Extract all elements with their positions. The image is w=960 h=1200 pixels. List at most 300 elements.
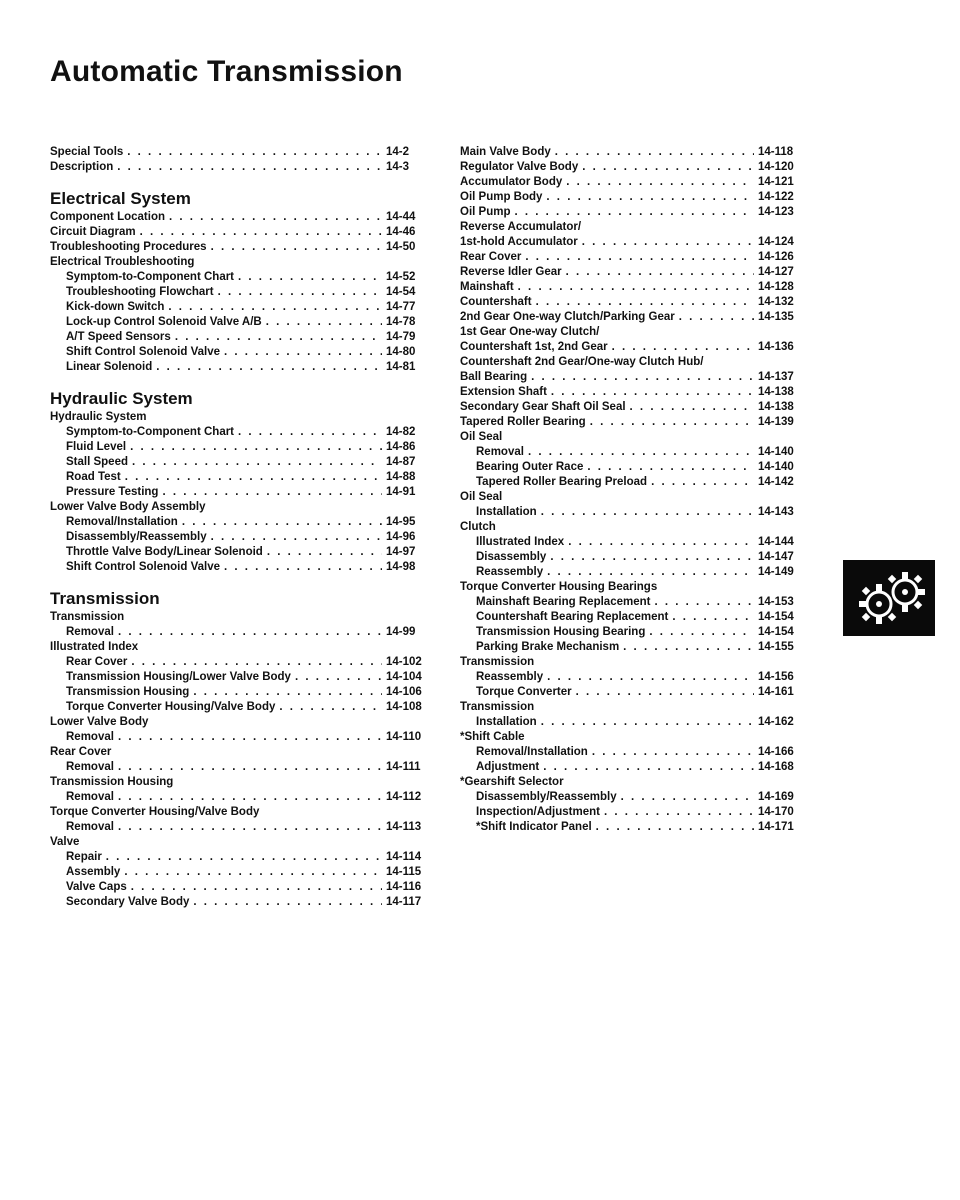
toc-right-column — [460, 145, 822, 835]
toc-entry-label: Bearing Outer Race — [476, 461, 584, 473]
toc-entry-page: 14-52 — [386, 271, 416, 283]
toc-entry-page: 14-108 — [386, 701, 422, 713]
toc-entry-page: 14-147 — [758, 551, 794, 563]
toc-entry-page: 14-77 — [386, 301, 416, 313]
toc-entry[interactable] — [460, 190, 822, 205]
toc-entry-label: Valve Caps — [66, 881, 127, 893]
toc-entry[interactable] — [50, 835, 440, 850]
toc-entry-label: Disassembly/Reassembly — [476, 791, 617, 803]
toc-entry-label: Removal — [66, 821, 114, 833]
toc-entry[interactable] — [50, 745, 440, 760]
dot-leader — [140, 225, 382, 240]
toc-entry[interactable] — [460, 595, 822, 610]
toc-entry[interactable] — [460, 235, 822, 250]
toc-entry[interactable] — [460, 385, 822, 400]
toc-entry[interactable] — [460, 355, 822, 370]
toc-entry-label: Removal/Installation — [66, 516, 178, 528]
dot-leader — [224, 560, 382, 575]
toc-entry-label: Extension Shaft — [460, 386, 547, 398]
dot-leader — [612, 340, 754, 355]
toc-entry[interactable] — [50, 345, 440, 360]
toc-entry-page: 14-112 — [386, 791, 422, 803]
dot-leader — [132, 455, 382, 470]
toc-entry-label: Illustrated Index — [50, 641, 139, 653]
toc-entry-page: 14-171 — [758, 821, 794, 833]
toc-entry-label: Hydraulic System — [50, 411, 147, 423]
toc-entry-page: 14-137 — [758, 371, 794, 383]
toc-entry-label: *Gearshift Selector — [460, 776, 564, 788]
toc-entry-label: Clutch — [460, 521, 496, 533]
toc-entry-page: 14-54 — [386, 286, 416, 298]
toc-entry-label: Symptom-to-Component Chart — [66, 426, 235, 438]
toc-entry[interactable] — [460, 295, 822, 310]
toc-entry[interactable] — [50, 225, 440, 240]
toc-entry[interactable] — [460, 610, 822, 625]
toc-entry-page: 14-99 — [386, 626, 416, 638]
toc-entry-page: 14-97 — [386, 546, 416, 558]
toc-entry-label: Repair — [66, 851, 102, 863]
toc-entry-label: Transmission Housing — [50, 776, 174, 788]
toc-entry[interactable] — [460, 145, 822, 160]
toc-entry-label: Removal — [476, 446, 524, 458]
dot-leader — [590, 415, 754, 430]
toc-entry-label: Circuit Diagram — [50, 226, 136, 238]
dot-leader — [543, 760, 754, 775]
section-heading-transmission: Transmission — [50, 589, 160, 608]
toc-entry-page: 14-154 — [758, 611, 794, 623]
toc-entry-page: 14-116 — [386, 881, 422, 893]
dot-leader — [218, 285, 382, 300]
toc-entry-label: Illustrated Index — [476, 536, 565, 548]
toc-entry-page: 14-153 — [758, 596, 794, 608]
toc-entry[interactable] — [460, 220, 822, 235]
toc-entry[interactable] — [460, 715, 822, 730]
toc-entry[interactable] — [50, 410, 440, 425]
toc-entry[interactable] — [50, 470, 440, 485]
toc-entry[interactable] — [460, 700, 822, 715]
toc-entry-label: Mainshaft Bearing Replacement — [476, 596, 651, 608]
toc-entry-label: Special Tools — [50, 146, 124, 158]
dot-leader — [651, 475, 754, 490]
toc-entry[interactable] — [460, 400, 822, 415]
toc-hydraulic-group — [50, 410, 440, 575]
dot-leader — [547, 565, 754, 580]
toc-entry-page: 14-126 — [758, 251, 794, 263]
toc-entry-label: Road Test — [66, 471, 121, 483]
toc-entry[interactable] — [460, 580, 822, 595]
toc-entry[interactable] — [460, 430, 822, 445]
dot-leader — [576, 685, 754, 700]
dot-leader — [547, 670, 754, 685]
toc-entry-label: Oil Seal — [460, 491, 503, 503]
toc-entry-label: Regulator Valve Body — [460, 161, 579, 173]
toc-entry[interactable] — [50, 285, 440, 300]
toc-entry-page: 14-135 — [758, 311, 794, 323]
toc-entry[interactable] — [50, 440, 440, 455]
toc-entry[interactable] — [460, 250, 822, 265]
dot-leader — [568, 535, 754, 550]
toc-entry-label: Transmission Housing — [66, 686, 190, 698]
page-title: Automatic Transmission — [50, 55, 403, 88]
toc-entry-label: Rear Cover — [460, 251, 522, 263]
dot-leader — [127, 145, 382, 160]
toc-entry-page: 14-82 — [386, 426, 416, 438]
toc-entry-label: Troubleshooting Procedures — [50, 241, 207, 253]
toc-entry-page: 14-140 — [758, 446, 794, 458]
toc-entry-page: 14-111 — [386, 761, 421, 773]
toc-entry[interactable] — [460, 370, 822, 385]
dot-leader — [156, 360, 382, 375]
toc-entry[interactable] — [460, 685, 822, 700]
toc-electrical-group — [50, 210, 440, 375]
toc-entry-page: 14-86 — [386, 441, 416, 453]
toc-entry-label: Fluid Level — [66, 441, 127, 453]
toc-entry-label: *Shift Indicator Panel — [476, 821, 592, 833]
toc-entry[interactable] — [460, 520, 822, 535]
toc-entry-label: Countershaft 1st, 2nd Gear — [460, 341, 608, 353]
toc-entry-label: Valve — [50, 836, 80, 848]
toc-entry-label: Removal — [66, 731, 114, 743]
toc-entry-label: Tapered Roller Bearing — [460, 416, 586, 428]
dot-leader — [541, 715, 754, 730]
toc-entry-label: Troubleshooting Flowchart — [66, 286, 214, 298]
toc-entry[interactable] — [460, 175, 822, 190]
toc-entry-label: Oil Pump — [460, 206, 511, 218]
toc-entry-label: Mainshaft — [460, 281, 514, 293]
toc-entry[interactable] — [50, 240, 440, 255]
dot-leader — [131, 880, 382, 895]
toc-entry-label: Accumulator Body — [460, 176, 563, 188]
dot-leader — [604, 805, 754, 820]
dot-leader — [106, 850, 382, 865]
dot-leader — [587, 460, 754, 475]
toc-entry-page: 14-102 — [386, 656, 422, 668]
toc-entry-page: 14-114 — [386, 851, 422, 863]
toc-entry[interactable] — [50, 895, 440, 910]
toc-entry[interactable] — [50, 255, 440, 270]
toc-entry[interactable] — [460, 280, 822, 295]
toc-entry-page: 14-127 — [758, 266, 794, 278]
toc-entry[interactable] — [50, 805, 440, 820]
toc-entry-page: 14-155 — [758, 641, 794, 653]
dot-leader — [125, 470, 382, 485]
toc-entry-page: 14-50 — [386, 241, 416, 253]
toc-entry-page: 14-95 — [386, 516, 416, 528]
dot-leader — [131, 655, 382, 670]
toc-entry-page: 14-170 — [758, 806, 794, 818]
toc-entry[interactable] — [50, 270, 440, 285]
toc-entry[interactable] — [460, 640, 822, 655]
toc-entry-label: Secondary Valve Body — [66, 896, 190, 908]
toc-entry-page: 14-168 — [758, 761, 794, 773]
toc-entry[interactable] — [50, 515, 440, 530]
toc-entry-label: Torque Converter Housing/Valve Body — [66, 701, 276, 713]
toc-entry-label: Reverse Accumulator/ — [460, 221, 582, 233]
dot-leader — [118, 730, 382, 745]
toc-entry[interactable] — [460, 805, 822, 820]
toc-entry-label: Ball Bearing — [460, 371, 528, 383]
toc-entry[interactable] — [50, 625, 440, 640]
dot-leader — [193, 895, 382, 910]
toc-entry[interactable] — [50, 775, 440, 790]
toc-entry-page: 14-110 — [386, 731, 422, 743]
dot-leader — [531, 370, 754, 385]
toc-entry[interactable] — [50, 715, 440, 730]
toc-entry[interactable] — [460, 565, 822, 580]
toc-entry-page: 14-2 — [386, 146, 410, 158]
toc-entry-page: 14-169 — [758, 791, 794, 803]
toc-entry[interactable] — [50, 330, 440, 345]
toc-entry-label: Reassembly — [476, 671, 544, 683]
dot-leader — [541, 505, 754, 520]
dot-leader — [566, 175, 754, 190]
toc-entry-label: Oil Seal — [460, 431, 503, 443]
toc-entry-label: Shift Control Solenoid Valve — [66, 561, 220, 573]
toc-entry-label: *Shift Cable — [460, 731, 525, 743]
toc-entry-label: Adjustment — [476, 761, 540, 773]
toc-entry-label: Torque Converter — [476, 686, 572, 698]
toc-entry-page: 14-124 — [758, 236, 794, 248]
toc-entry-label: Countershaft 2nd Gear/One-way Clutch Hub/ — [460, 356, 704, 368]
dot-leader — [582, 160, 754, 175]
toc-entry-label: Removal/Installation — [476, 746, 588, 758]
toc-entry[interactable] — [460, 160, 822, 175]
toc-entry-label: Assembly — [66, 866, 121, 878]
toc-entry-label: Transmission Housing/Lower Valve Body — [66, 671, 291, 683]
toc-entry[interactable] — [460, 820, 822, 835]
dot-leader — [238, 270, 382, 285]
toc-entry[interactable] — [460, 535, 822, 550]
toc-entry-page: 14-136 — [758, 341, 794, 353]
toc-entry[interactable] — [50, 455, 440, 470]
dot-leader — [518, 280, 754, 295]
toc-entry-page: 14-122 — [758, 191, 794, 203]
toc-entry-label: Countershaft Bearing Replacement — [476, 611, 669, 623]
toc-entry-page: 14-149 — [758, 566, 794, 578]
dot-leader — [592, 745, 754, 760]
toc-entry[interactable] — [460, 460, 822, 475]
toc-entry[interactable] — [460, 490, 822, 505]
toc-entry[interactable] — [50, 760, 440, 775]
toc-entry[interactable] — [50, 865, 440, 880]
toc-entry[interactable] — [460, 415, 822, 430]
toc-entry[interactable] — [460, 445, 822, 460]
toc-entry-label: Oil Pump Body — [460, 191, 543, 203]
dot-leader — [266, 315, 382, 330]
dot-leader — [279, 700, 382, 715]
toc-entry-page: 14-80 — [386, 346, 416, 358]
section-heading-hydraulic: Hydraulic System — [50, 389, 193, 408]
dot-leader — [211, 240, 382, 255]
toc-entry[interactable] — [50, 560, 440, 575]
toc-entry-label: Main Valve Body — [460, 146, 551, 158]
toc-entry[interactable] — [50, 530, 440, 545]
toc-entry[interactable] — [50, 850, 440, 865]
dot-leader — [672, 610, 754, 625]
toc-entry-page: 14-98 — [386, 561, 416, 573]
toc-entry[interactable] — [460, 475, 822, 490]
dot-leader — [654, 595, 754, 610]
toc-entry-label: Transmission — [460, 656, 535, 668]
toc-entry-page: 14-156 — [758, 671, 794, 683]
dot-leader — [118, 760, 382, 775]
dot-leader — [117, 160, 382, 175]
dot-leader — [536, 295, 754, 310]
toc-entry-page: 14-46 — [386, 226, 416, 238]
toc-left-column — [50, 145, 440, 910]
toc-entry[interactable] — [460, 325, 822, 340]
dot-leader — [295, 670, 382, 685]
dot-leader — [211, 530, 382, 545]
toc-entry-label: Throttle Valve Body/Linear Solenoid — [66, 546, 263, 558]
toc-entry[interactable] — [460, 730, 822, 745]
toc-entry[interactable] — [50, 820, 440, 835]
toc-entry[interactable] — [50, 670, 440, 685]
dot-leader — [550, 550, 754, 565]
toc-entry-page: 14-143 — [758, 506, 794, 518]
dot-leader — [168, 300, 382, 315]
toc-entry[interactable] — [460, 775, 822, 790]
toc-entry-label: Lower Valve Body — [50, 716, 149, 728]
toc-entry[interactable] — [460, 670, 822, 685]
toc-entry[interactable] — [50, 685, 440, 700]
toc-entry-label: 1st-hold Accumulator — [460, 236, 578, 248]
toc-entry-page: 14-117 — [386, 896, 422, 908]
toc-entry[interactable] — [460, 205, 822, 220]
toc-entry-label: Electrical Troubleshooting — [50, 256, 195, 268]
toc-entry[interactable] — [50, 315, 440, 330]
toc-entry-label: Installation — [476, 716, 537, 728]
toc-entry-label: Kick-down Switch — [66, 301, 165, 313]
toc-entry-label: Removal — [66, 791, 114, 803]
dot-leader — [630, 400, 754, 415]
toc-entry[interactable] — [50, 300, 440, 315]
toc-entry-label: Transmission — [50, 611, 125, 623]
gear-icon — [843, 560, 935, 636]
toc-entry-label: Torque Converter Housing Bearings — [460, 581, 658, 593]
toc-entry-label: Shift Control Solenoid Valve — [66, 346, 220, 358]
toc-entry-page: 14-140 — [758, 461, 794, 473]
toc-entry[interactable] — [50, 610, 440, 625]
dot-leader — [623, 640, 754, 655]
toc-entry[interactable] — [50, 500, 440, 515]
toc-entry-label: Countershaft — [460, 296, 532, 308]
toc-entry-label: Tapered Roller Bearing Preload — [476, 476, 648, 488]
toc-entry-page: 14-88 — [386, 471, 416, 483]
toc-entry-page: 14-121 — [758, 176, 794, 188]
toc-entry[interactable] — [460, 760, 822, 775]
toc-entry-page: 14-106 — [386, 686, 422, 698]
toc-entry-label: Reassembly — [476, 566, 544, 578]
toc-entry-page: 14-123 — [758, 206, 794, 218]
toc-entry-page: 14-138 — [758, 386, 794, 398]
toc-entry[interactable] — [460, 655, 822, 670]
toc-entry-page: 14-138 — [758, 401, 794, 413]
toc-entry[interactable] — [50, 790, 440, 805]
dot-leader — [118, 625, 382, 640]
toc-entry-page: 14-161 — [758, 686, 794, 698]
dot-leader — [118, 820, 382, 835]
toc-entry[interactable] — [460, 340, 822, 355]
dot-leader — [175, 330, 382, 345]
dot-leader — [238, 425, 382, 440]
toc-entry[interactable] — [50, 655, 440, 670]
toc-entry[interactable] — [460, 505, 822, 520]
dot-leader — [193, 685, 382, 700]
toc-entry[interactable] — [50, 360, 440, 375]
toc-entry[interactable] — [460, 745, 822, 760]
dot-leader — [546, 190, 754, 205]
toc-entry-page: 14-87 — [386, 456, 416, 468]
toc-entry-label: Disassembly/Reassembly — [66, 531, 207, 543]
toc-entry[interactable] — [50, 160, 440, 175]
dot-leader — [551, 385, 754, 400]
toc-entry-page: 14-81 — [386, 361, 416, 373]
toc-entry-label: Rear Cover — [66, 656, 128, 668]
toc-entry-label: Lock-up Control Solenoid Valve A/B — [66, 316, 262, 328]
toc-entry-label: Transmission Housing Bearing — [476, 626, 646, 638]
dot-leader — [528, 445, 754, 460]
toc-entry-label: Symptom-to-Component Chart — [66, 271, 235, 283]
toc-entry-label: Secondary Gear Shaft Oil Seal — [460, 401, 626, 413]
toc-entry-label: Lower Valve Body Assembly — [50, 501, 206, 513]
toc-entry-page: 14-162 — [758, 716, 794, 728]
toc-entry[interactable] — [460, 625, 822, 640]
toc-entry[interactable] — [50, 425, 440, 440]
toc-entry-label: Removal — [66, 761, 114, 773]
toc-entry[interactable] — [50, 880, 440, 895]
toc-entry-label: Reverse Idler Gear — [460, 266, 562, 278]
toc-entry-page: 14-120 — [758, 161, 794, 173]
toc-entry-label: Stall Speed — [66, 456, 128, 468]
toc-entry-page: 14-115 — [386, 866, 422, 878]
dot-leader — [514, 205, 754, 220]
toc-entry[interactable] — [50, 145, 440, 160]
toc-entry-label: Linear Solenoid — [66, 361, 153, 373]
dot-leader — [596, 820, 754, 835]
toc-entry[interactable] — [460, 550, 822, 565]
dot-leader — [162, 485, 382, 500]
toc-entry-label: Component Location — [50, 211, 165, 223]
toc-entry-label: Inspection/Adjustment — [476, 806, 600, 818]
toc-entry-label: Parking Brake Mechanism — [476, 641, 620, 653]
toc-entry[interactable] — [460, 265, 822, 280]
toc-entry[interactable] — [460, 790, 822, 805]
toc-entry-label: Description — [50, 161, 114, 173]
toc-entry-page: 14-113 — [386, 821, 422, 833]
dot-leader — [621, 790, 754, 805]
toc-entry-page: 14-78 — [386, 316, 416, 328]
toc-entry[interactable] — [50, 700, 440, 715]
toc-entry-page: 14-144 — [758, 536, 794, 548]
toc-entry-label: 1st Gear One-way Clutch/ — [460, 326, 600, 338]
toc-entry-page: 14-128 — [758, 281, 794, 293]
dot-leader — [267, 545, 382, 560]
toc-entry-page: 14-132 — [758, 296, 794, 308]
toc-entry-page: 14-104 — [386, 671, 422, 683]
toc-entry[interactable] — [50, 210, 440, 225]
toc-entry[interactable] — [460, 310, 822, 325]
toc-entry-label: A/T Speed Sensors — [66, 331, 171, 343]
toc-entry-label: Removal — [66, 626, 114, 638]
toc-entry-label: Pressure Testing — [66, 486, 159, 498]
toc-entry[interactable] — [50, 485, 440, 500]
toc-entry[interactable] — [50, 545, 440, 560]
toc-entry[interactable] — [50, 730, 440, 745]
toc-entry[interactable] — [50, 640, 440, 655]
section-heading-electrical: Electrical System — [50, 189, 191, 208]
toc-entry-label: Transmission — [460, 701, 535, 713]
